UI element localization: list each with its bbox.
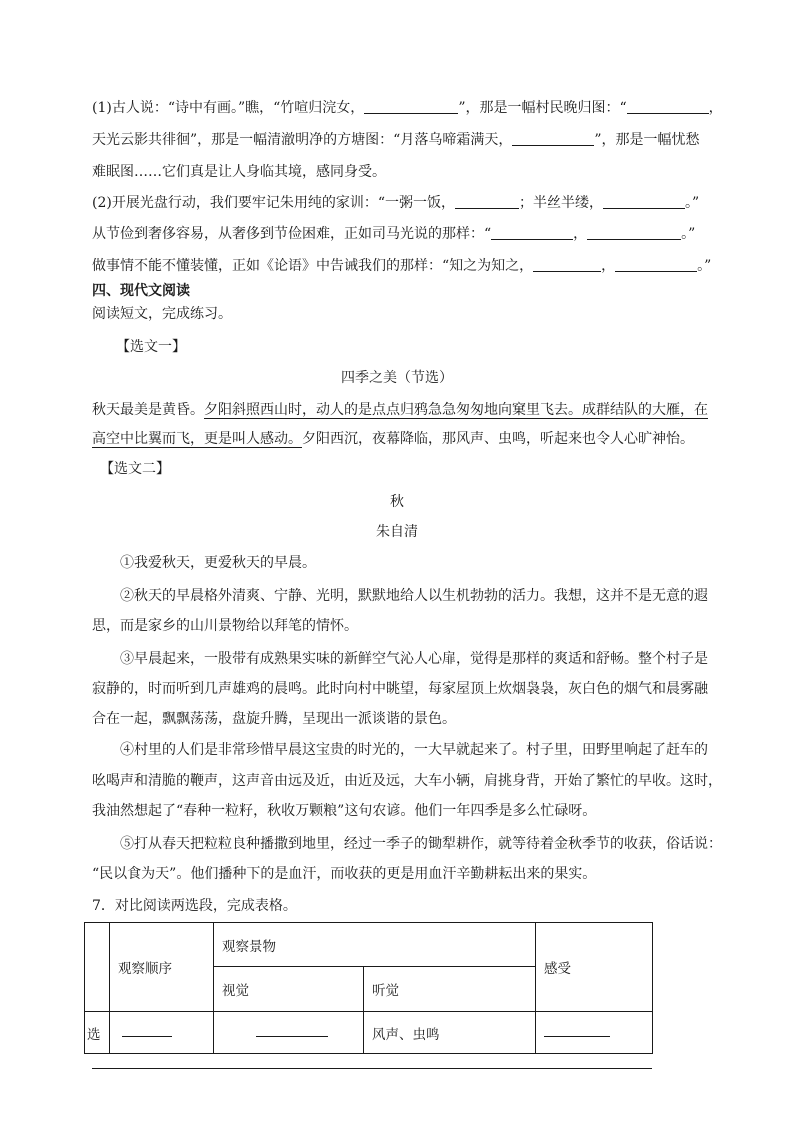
passage2-tag: 【选文二】 (100, 461, 170, 477)
question-7-prompt: 7．对比阅读两选段，完成表格。 (92, 898, 297, 914)
answer-blank[interactable] (455, 194, 519, 209)
visual-answer-cell[interactable] (214, 1012, 364, 1054)
passage1-tag: 【选文一】 (116, 339, 186, 355)
section-heading: 四、现代文阅读 (92, 283, 190, 299)
passage1-title: 四季之美（节选） (341, 370, 453, 386)
q1-line-1: (1)古人说：“诗中有画。”瞧，“竹喧归浣女， ”，那是一幅村民晚归图：“ ， (92, 100, 723, 116)
answer-blank[interactable] (627, 99, 709, 114)
paragraph-3-line-1: ③早晨起来，一股带有成熟果实味的新鲜空气沁人心扉，觉得是那样的爽适和舒畅。整个村子是 (120, 651, 708, 667)
answer-blank[interactable] (256, 1024, 328, 1037)
header-auditory: 听觉 (364, 967, 536, 1012)
answer-blank[interactable] (587, 225, 681, 240)
row-label: 选 (85, 1012, 110, 1054)
paragraph-2-line-2: 思，而是家乡的山川景物给以拜笔的情怀。 (92, 618, 358, 634)
order-answer-cell[interactable] (110, 1012, 214, 1054)
passage2-author: 朱自清 (376, 524, 418, 540)
answer-blank[interactable] (544, 1024, 610, 1037)
answer-blank[interactable] (122, 1024, 172, 1037)
table-blank-cell (85, 923, 110, 1012)
header-visual: 视觉 (214, 967, 364, 1012)
paragraph-4-line-2: 吆喝声和清脆的鞭声，这声音由远及近，由近及远，大车小辆，肩挑身背，开始了繁忙的早收。这时， (92, 773, 722, 789)
q1-line-3: 难眠图……它们真是让人身临其境，感同身受。 (92, 164, 386, 180)
q2-line-2: 从节俭到奢侈容易，从奢侈到节俭困难，正如司马光说的那样：“ ， 。” (92, 226, 696, 242)
bottom-rule (92, 1068, 652, 1069)
answer-blank[interactable] (512, 131, 594, 146)
answer-blank[interactable] (364, 99, 458, 114)
header-feeling: 感受 (536, 923, 653, 1012)
passage1-line-1: 秋天最美是黄昏。夕阳斜照西山时，动人的是点点归鸦急急匆匆地向窠里飞去。成群结队的大雁，在 (92, 402, 708, 418)
answer-blank[interactable] (603, 194, 685, 209)
passage1-line-2: 高空中比翼而飞，更是叫人感动。夕阳西沉，夜幕降临，那风声、虫鸣，听起来也令人心旷神怡。 (92, 431, 694, 447)
q2-line-1: (2)开展光盘行动，我们要牢记朱用纯的家训：“一粥一饭， ；半丝半缕， 。” (92, 195, 700, 211)
q2-line-3: 做事情不能不懂装懂，正如《论语》中告诫我们的那样：“知之为知之， ， 。” (92, 258, 712, 274)
paragraph-4-line-3: 我油然想起了“春种一粒籽，秋收万颗粮”这句农谚。他们一年四季是多么忙碌呀。 (92, 803, 597, 819)
paragraph-2-line-1: ②秋天的早晨格外清爽、宁静、光明，默默地给人以生机勃勃的活力。我想，这并不是无意的遐 (120, 588, 708, 604)
header-observation-order: 观察顺序 (110, 923, 214, 1012)
header-observed-scenery: 观察景物 (214, 923, 536, 967)
answer-blank[interactable] (615, 257, 697, 272)
section-instruction: 阅读短文，完成练习。 (92, 306, 232, 322)
paragraph-5-line-1: ⑤打从春天把粒粒良种播撒到地里，经过一季子的锄犁耕作，就等待着金秋季节的收获，俗话说： (120, 836, 722, 852)
passage2-title: 秋 (390, 494, 404, 510)
paragraph-5-line-2: “民以食为天”。他们播种下的是血汗，而收获的更是用血汗辛勤耕耘出来的果实。 (92, 866, 597, 882)
answer-blank[interactable] (533, 257, 601, 272)
paragraph-3-line-3: 合在一起，飘飘荡荡，盘旋升腾，呈现出一派谈谐的景色。 (92, 711, 456, 727)
paragraph-4-line-1: ④村里的人们是非常珍惜早晨这宝贵的时光的，一大早就起来了。村子里，田野里响起了赶车的 (120, 742, 708, 758)
paragraph-3-line-2: 寂静的，时而听到几声雄鸡的晨鸣。此时向村中眺望，每家屋顶上炊烟袅袅，灰白色的烟气和晨雾融 (92, 681, 708, 697)
paragraph-1: ①我爱秋天，更爱秋天的早晨。 (120, 555, 316, 571)
comparison-table (84, 922, 653, 1054)
auditory-cell: 风声、虫鸣 (364, 1012, 536, 1054)
answer-blank[interactable] (491, 225, 573, 240)
feeling-answer-cell[interactable] (536, 1012, 653, 1054)
q1-line-2: 天光云影共徘徊”，那是一幅清澈明净的方塘图：“月落乌啼霜满天， ”，那是一幅忧愁 (92, 132, 700, 148)
